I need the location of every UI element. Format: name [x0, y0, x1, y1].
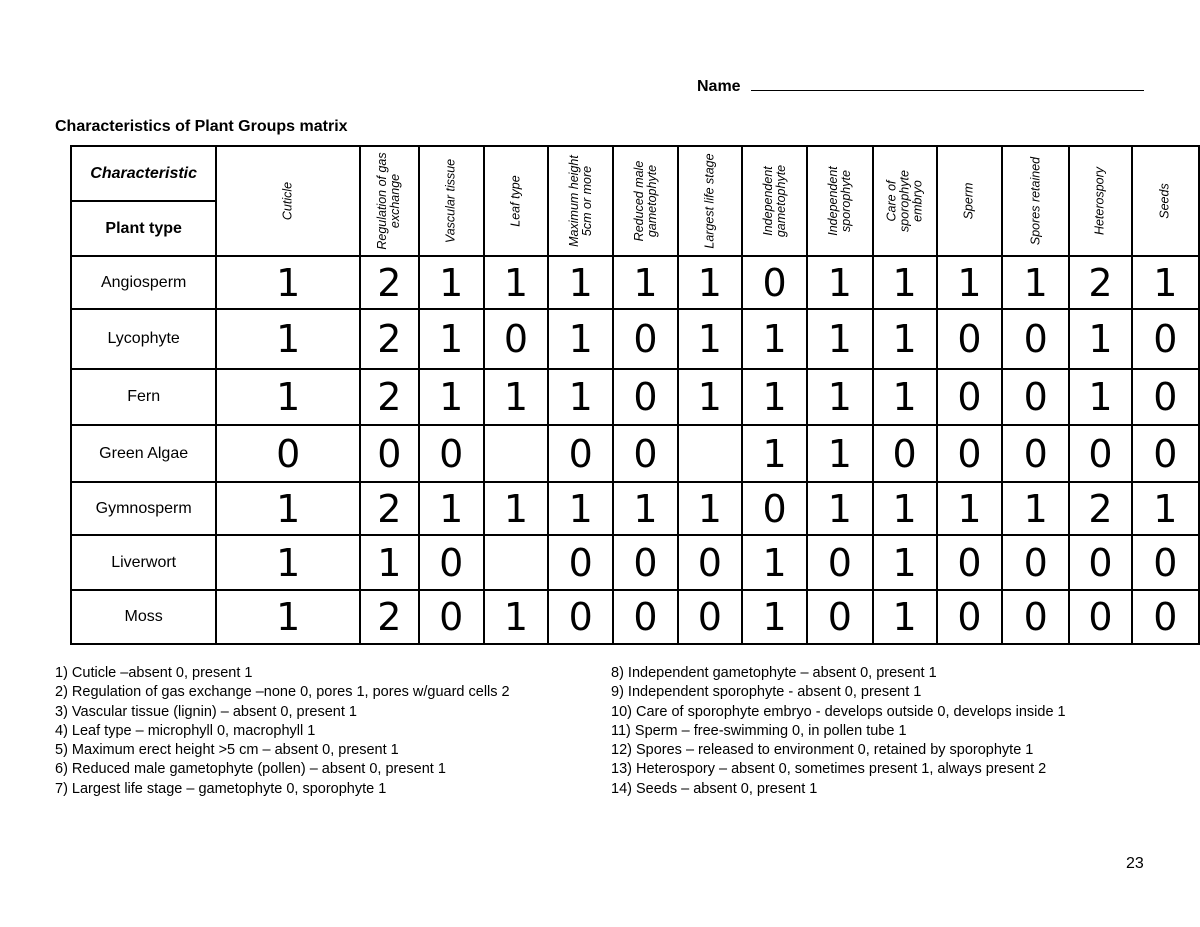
column-header	[484, 146, 548, 256]
legend-item: 11) Sperm – free-swimming 0, in pollen tube 1	[611, 722, 907, 739]
value-cell[interactable]: 0	[1002, 369, 1069, 425]
column-header	[419, 146, 484, 256]
legend-item: 12) Spores – released to environment 0, retained by sporophyte 1	[611, 742, 1034, 759]
value-cell[interactable]: 0	[937, 535, 1002, 590]
value-cell[interactable]: 1	[873, 369, 937, 425]
value-cell[interactable]: 1	[419, 482, 484, 535]
value-cell[interactable]: 0	[742, 256, 807, 309]
value-cell[interactable]: 1	[742, 309, 807, 369]
value-cell[interactable]: 1	[873, 482, 937, 535]
value-cell[interactable]: 1	[216, 535, 360, 590]
value-cell[interactable]: 1	[678, 256, 742, 309]
value-cell[interactable]: 1	[807, 425, 872, 482]
value-cell[interactable]: 0	[419, 590, 484, 644]
plant-type-cell: Moss	[71, 590, 216, 644]
value-cell[interactable]: 0	[1132, 590, 1199, 644]
value-cell[interactable]: 1	[873, 590, 937, 644]
legend-item: 5) Maximum erect height >5 cm – absent 0, present 1	[55, 742, 399, 759]
column-header-label: Maximum height 5cm or more	[566, 155, 594, 247]
table-row	[71, 256, 1199, 309]
value-cell[interactable]: 0	[678, 590, 742, 644]
column-header-label: Care of sporophyte embryo	[883, 170, 925, 232]
legend-item: 6) Reduced male gametophyte (pollen) – absent 0, present 1	[55, 761, 446, 778]
value-cell[interactable]: 0	[1069, 535, 1131, 590]
value-cell[interactable]: 1	[807, 369, 872, 425]
value-cell[interactable]: 1	[873, 535, 937, 590]
value-cell[interactable]: 0	[613, 425, 677, 482]
value-cell[interactable]: 2	[1069, 482, 1131, 535]
column-header-label: Independent gametophyte	[760, 164, 788, 238]
legend-item: 1) Cuticle –absent 0, present 1	[55, 665, 253, 681]
value-cell[interactable]: 2	[360, 369, 418, 425]
value-cell[interactable]: 0	[548, 535, 613, 590]
legend-item: 8) Independent gametophyte – absent 0, present 1	[611, 665, 937, 681]
value-cell[interactable]: 0	[937, 590, 1002, 644]
table-row	[71, 590, 1199, 644]
value-cell[interactable]: 1	[216, 590, 360, 644]
plant-type-cell: Green Algae	[71, 425, 216, 482]
value-cell[interactable]: 1	[419, 256, 484, 309]
value-cell[interactable]: 0	[484, 309, 548, 369]
value-cell[interactable]: 1	[484, 369, 548, 425]
value-cell[interactable]: 0	[937, 425, 1002, 482]
value-cell[interactable]: 1	[937, 482, 1002, 535]
column-header	[216, 146, 360, 256]
value-cell[interactable]: 1	[742, 535, 807, 590]
value-cell[interactable]: 0	[548, 425, 613, 482]
value-cell[interactable]: 0	[807, 590, 872, 644]
value-cell[interactable]: 1	[419, 369, 484, 425]
plant-type-cell: Gymnosperm	[71, 482, 216, 535]
value-cell[interactable]: 1	[1002, 256, 1069, 309]
plant-type-cell: Lycophyte	[71, 309, 216, 369]
value-cell[interactable]: 1	[1132, 256, 1199, 309]
column-header	[613, 146, 677, 256]
value-cell[interactable]: 1	[484, 482, 548, 535]
column-header	[1002, 146, 1069, 256]
value-cell[interactable]	[484, 425, 548, 482]
value-cell[interactable]: 2	[360, 256, 418, 309]
value-cell[interactable]: 0	[1002, 425, 1069, 482]
value-cell[interactable]: 1	[678, 482, 742, 535]
value-cell[interactable]: 1	[937, 256, 1002, 309]
column-header-label: Spores retained	[1028, 156, 1043, 246]
value-cell[interactable]: 0	[360, 425, 418, 482]
value-cell[interactable]: 1	[1132, 482, 1199, 535]
column-header	[1132, 146, 1199, 256]
value-cell[interactable]: 0	[937, 369, 1002, 425]
value-cell[interactable]: 1	[484, 256, 548, 309]
value-cell[interactable]: 0	[419, 535, 484, 590]
value-cell[interactable]: 0	[613, 535, 677, 590]
page-number: 23	[1126, 855, 1144, 872]
value-cell[interactable]: 1	[548, 369, 613, 425]
value-cell[interactable]: 0	[1002, 590, 1069, 644]
column-header	[360, 146, 418, 256]
table-row	[71, 369, 1199, 425]
value-cell[interactable]: 1	[742, 425, 807, 482]
value-cell[interactable]: 1	[216, 256, 360, 309]
value-cell[interactable]: 0	[1132, 535, 1199, 590]
value-cell[interactable]: 0	[1002, 309, 1069, 369]
column-header-label: Largest life stage	[702, 153, 717, 249]
value-cell[interactable]	[678, 425, 742, 482]
legend-item: 2) Regulation of gas exchange –none 0, pores 1, pores w/guard cells 2	[55, 684, 510, 701]
value-cell[interactable]: 1	[548, 482, 613, 535]
value-cell[interactable]: 1	[419, 309, 484, 369]
legend-item: 14) Seeds – absent 0, present 1	[611, 780, 818, 797]
value-cell[interactable]: 0	[548, 590, 613, 644]
value-cell[interactable]: 1	[216, 369, 360, 425]
matrix-title: Characteristics of Plant Groups matrix	[55, 118, 348, 135]
value-cell[interactable]: 0	[613, 590, 677, 644]
value-cell[interactable]: 1	[1069, 309, 1131, 369]
value-cell[interactable]: 1	[678, 309, 742, 369]
value-cell[interactable]: 0	[807, 535, 872, 590]
value-cell[interactable]: 0	[1132, 369, 1199, 425]
column-header-label: Vascular tissue	[443, 158, 458, 244]
plant-type-cell: Liverwort	[71, 535, 216, 590]
value-cell[interactable]: 0	[613, 309, 677, 369]
legend-right	[611, 664, 1066, 799]
column-header	[742, 146, 807, 256]
value-cell[interactable]: 0	[1002, 535, 1069, 590]
name-blank-line[interactable]	[751, 76, 1144, 91]
name-label: Name	[697, 78, 741, 95]
corner-characteristic-label: Characteristic	[71, 146, 216, 201]
plant-type-cell: Fern	[71, 369, 216, 425]
value-cell[interactable]: 1	[613, 482, 677, 535]
value-cell[interactable]: 1	[873, 309, 937, 369]
legend-item: 3) Vascular tissue (lignin) – absent 0, present 1	[55, 703, 357, 720]
legend-item: 13) Heterospory – absent 0, sometimes present 1, always present 2	[611, 761, 1047, 778]
column-header-label: Seeds	[1157, 183, 1172, 219]
column-header-label: Leaf type	[508, 175, 523, 227]
column-header-label: Sperm	[961, 182, 976, 220]
value-cell[interactable]: 1	[548, 309, 613, 369]
value-cell[interactable]: 1	[807, 309, 872, 369]
value-cell[interactable]: 1	[216, 482, 360, 535]
value-cell[interactable]: 2	[360, 590, 418, 644]
value-cell[interactable]: 0	[419, 425, 484, 482]
name-field	[697, 76, 1144, 96]
plant-type-cell: Angiosperm	[71, 256, 216, 309]
column-header-label: Cuticle	[280, 181, 295, 221]
column-header	[937, 146, 1002, 256]
table-row	[71, 535, 1199, 590]
value-cell[interactable]: 1	[873, 256, 937, 309]
column-header-label: Regulation of gas exchange	[375, 152, 403, 250]
value-cell[interactable]: 1	[1002, 482, 1069, 535]
value-cell[interactable]: 1	[742, 590, 807, 644]
legend-item: 9) Independent sporophyte - absent 0, present 1	[611, 684, 922, 701]
value-cell[interactable]: 0	[216, 425, 360, 482]
column-header	[1069, 146, 1131, 256]
value-cell[interactable]: 1	[548, 256, 613, 309]
value-cell[interactable]: 1	[484, 590, 548, 644]
value-cell[interactable]: 0	[873, 425, 937, 482]
value-cell[interactable]: 2	[1069, 256, 1131, 309]
column-header	[548, 146, 613, 256]
plant-matrix-table	[70, 145, 1200, 645]
column-header	[873, 146, 937, 256]
value-cell[interactable]: 0	[1132, 425, 1199, 482]
column-header	[807, 146, 872, 256]
value-cell[interactable]: 2	[360, 309, 418, 369]
value-cell[interactable]: 1	[807, 256, 872, 309]
legend-left	[55, 664, 510, 799]
value-cell[interactable]: 0	[742, 482, 807, 535]
value-cell[interactable]: 1	[807, 482, 872, 535]
value-cell[interactable]: 1	[678, 369, 742, 425]
value-cell[interactable]: 0	[678, 535, 742, 590]
value-cell[interactable]: 2	[360, 482, 418, 535]
value-cell[interactable]: 1	[742, 369, 807, 425]
legend-item: 4) Leaf type – microphyll 0, macrophyll 1	[55, 722, 316, 739]
value-cell[interactable]: 1	[613, 256, 677, 309]
value-cell[interactable]: 0	[1069, 590, 1131, 644]
value-cell[interactable]: 0	[613, 369, 677, 425]
column-header-label: Reduced male gametophyte	[631, 160, 659, 242]
value-cell[interactable]: 1	[216, 309, 360, 369]
column-header-label: Independent sporophyte	[825, 166, 853, 236]
legend-item: 10) Care of sporophyte embryo - develops outside 0, develops inside 1	[611, 703, 1066, 720]
table-row	[71, 309, 1199, 369]
table-row	[71, 482, 1199, 535]
corner-plant-type-label: Plant type	[71, 201, 216, 256]
value-cell[interactable]	[484, 535, 548, 590]
value-cell[interactable]: 0	[937, 309, 1002, 369]
value-cell[interactable]: 1	[360, 535, 418, 590]
table-row	[71, 425, 1199, 482]
value-cell[interactable]: 0	[1132, 309, 1199, 369]
column-header	[678, 146, 742, 256]
value-cell[interactable]: 0	[1069, 425, 1131, 482]
value-cell[interactable]: 1	[1069, 369, 1131, 425]
legend-item: 7) Largest life stage – gametophyte 0, sporophyte 1	[55, 780, 387, 797]
column-header-label: Heterospory	[1092, 166, 1107, 236]
